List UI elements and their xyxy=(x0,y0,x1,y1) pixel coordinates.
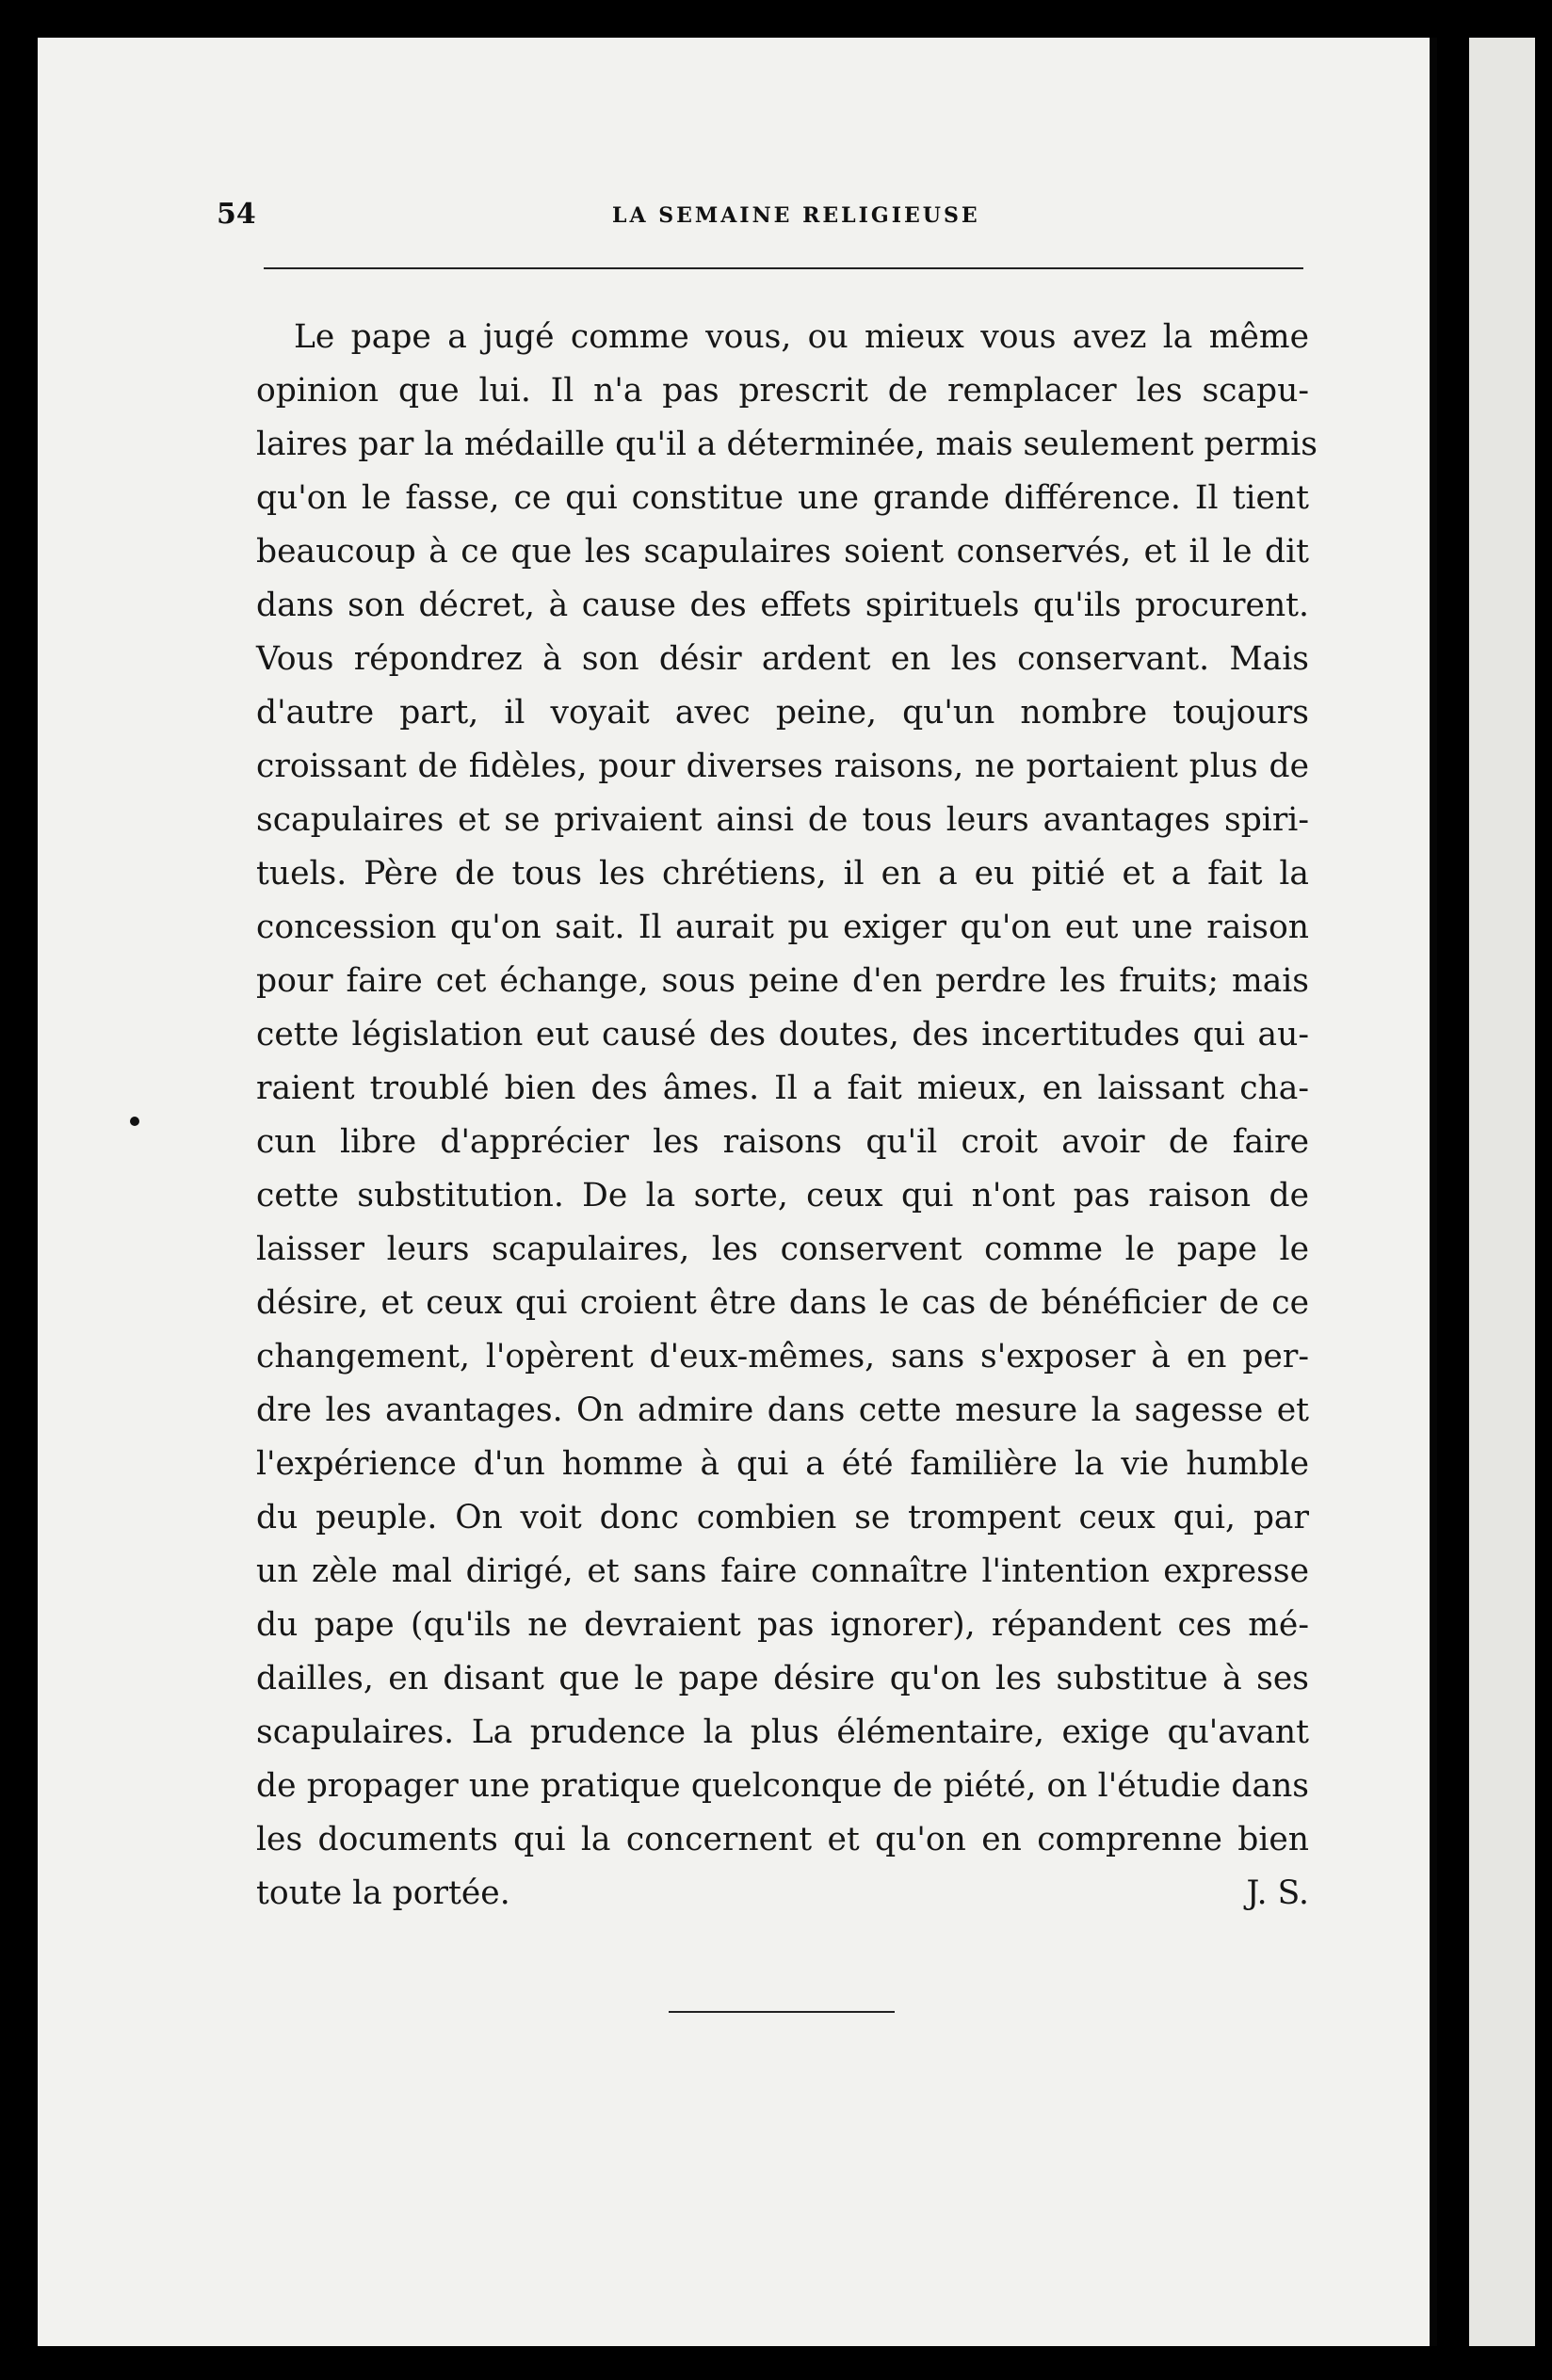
text-line: laires par la médaille qu'il a déterminée, mais seulement permis xyxy=(256,426,1318,463)
text-line: scapulaires. La prudence la plus élémentaire, exige qu'avant xyxy=(256,1713,1309,1751)
text-line: cette législation eut causé des doutes, des incertitudes qui au- xyxy=(256,1016,1309,1053)
text-line: raient troublé bien des âmes. Il a fait mieux, en laissant cha- xyxy=(256,1069,1309,1107)
text-line: changement, l'opèrent d'eux-mêmes, sans s'exposer à en per- xyxy=(256,1338,1309,1375)
text-line: du peuple. On voit donc combien se trompent ceux qui, par xyxy=(256,1499,1309,1536)
text-line: de propager une pratique quelconque de piété, on l'étudie dans xyxy=(256,1767,1309,1805)
text-line: croissant de fidèles, pour diverses raisons, ne portaient plus de xyxy=(256,748,1309,785)
end-rule xyxy=(669,2011,895,2013)
text-line: Vous répondrez à son désir ardent en les conservant. Mais xyxy=(256,640,1309,678)
text-line: un zèle mal dirigé, et sans faire connaître l'intention expresse xyxy=(256,1552,1309,1590)
author-signature: J. S. xyxy=(1246,1874,1309,1912)
text-line: d'autre part, il voyait avec peine, qu'un nombre toujours xyxy=(256,694,1309,732)
running-title: LA SEMAINE RELIGIEUSE xyxy=(612,203,980,228)
header-rule xyxy=(264,267,1303,269)
page-header xyxy=(217,198,1309,245)
margin-mark xyxy=(130,1117,139,1126)
text-line: cun libre d'apprécier les raisons qu'il croit avoir de faire xyxy=(256,1123,1309,1161)
article-body xyxy=(256,311,1318,1921)
text-line: qu'on le fasse, ce qui constitue une grande différence. Il tient xyxy=(256,479,1309,517)
text-line: désire, et ceux qui croient être dans le cas de bénéficier de ce xyxy=(256,1284,1309,1322)
text-line: opinion que lui. Il n'a pas prescrit de remplacer les scapu- xyxy=(256,372,1309,410)
text-line: l'expérience d'un homme à qui a été familière la vie humble xyxy=(256,1445,1309,1483)
text-line: laisser leurs scapulaires, les conservent comme le pape le xyxy=(256,1230,1309,1268)
text-line: Le pape a jugé comme vous, ou mieux vous avez la même xyxy=(294,318,1309,356)
text-line: les documents qui la concernent et qu'on en comprenne bien xyxy=(256,1821,1309,1858)
text-line: dailles, en disant que le pape désire qu'on les substitue à ses xyxy=(256,1660,1309,1697)
text-line: cette substitution. De la sorte, ceux qui n'ont pas raison de xyxy=(256,1177,1309,1214)
text-line: scapulaires et se privaient ainsi de tous leurs avantages spiri- xyxy=(256,801,1309,839)
text-line-last xyxy=(256,1867,1309,1921)
scan-gutter xyxy=(1430,38,1437,2346)
text-line: dans son décret, à cause des effets spirituels qu'ils procurent. xyxy=(256,587,1309,624)
closing-text: toute la portée. xyxy=(256,1874,510,1912)
text-line: tuels. Père de tous les chrétiens, il en a eu pitié et a fait la xyxy=(256,855,1309,892)
page-number: 54 xyxy=(217,198,256,231)
text-line: pour faire cet échange, sous peine d'en perdre les fruits; mais xyxy=(256,962,1309,1000)
text-line: du pape (qu'ils ne devraient pas ignorer), répandent ces mé- xyxy=(256,1606,1309,1644)
text-line: dre les avantages. On admire dans cette mesure la sagesse et xyxy=(256,1391,1309,1429)
text-line: concession qu'on sait. Il aurait pu exiger qu'on eut une raison xyxy=(256,909,1309,946)
text-line: beaucoup à ce que les scapulaires soient conservés, et il le dit xyxy=(256,533,1309,571)
facing-page-edge xyxy=(1469,38,1535,2346)
